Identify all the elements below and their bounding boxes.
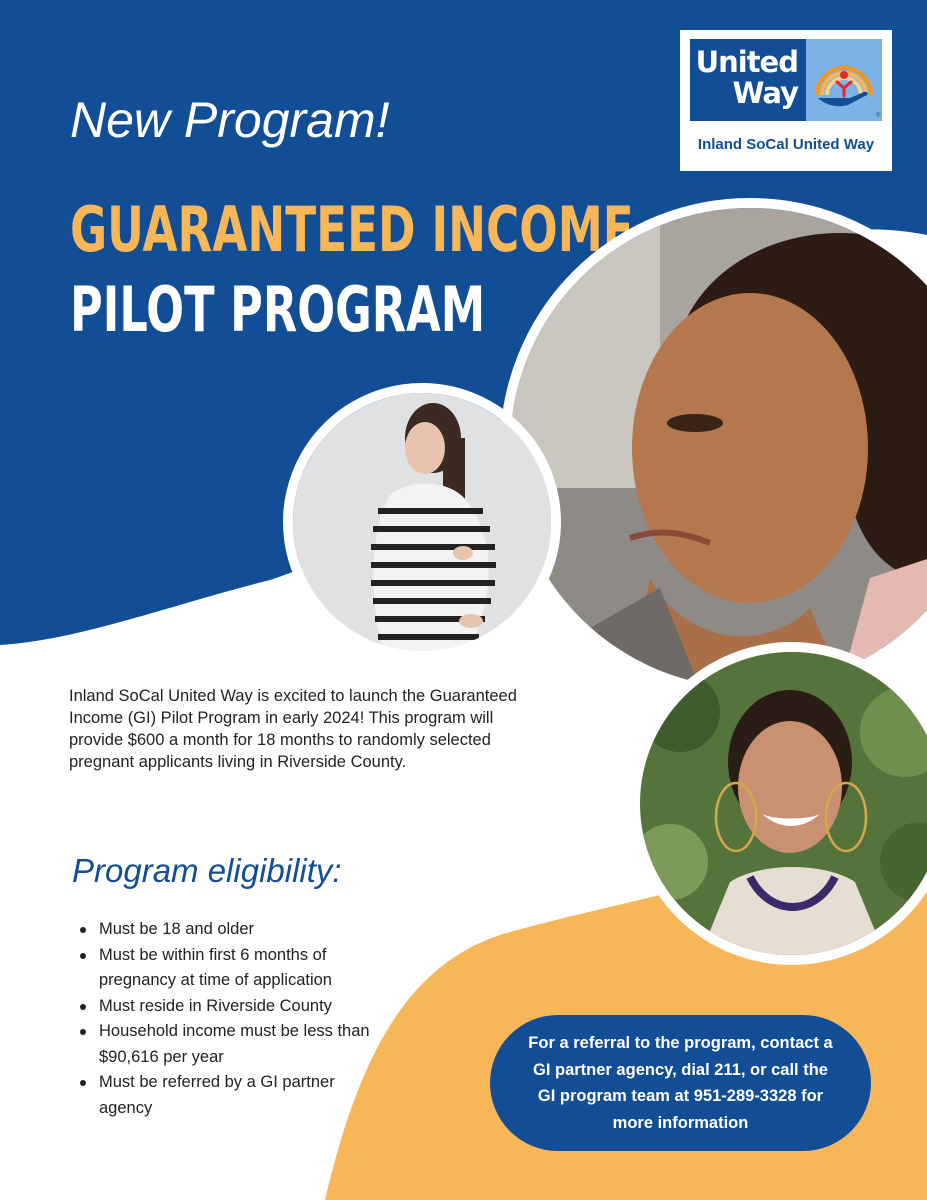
eligibility-list [80, 917, 380, 1121]
svg-text:®: ® [876, 113, 881, 119]
intro-paragraph: Inland SoCal United Way is excited to launch the Guaranteed Income (GI) Pilot Program in early 2024! This program will provide $600 a month for 18 months to randomly selected pregnant applicants living in Riverside County. [69, 687, 517, 771]
eligibility-item: Must be 18 and older [80, 917, 380, 943]
logo-name-line2: Way [732, 76, 798, 110]
title-line-2: PILOT PROGRAM [70, 273, 486, 346]
referral-text: For a referral to the program, contact a GI partner agency, dial 211, or call the GI program team at 951-289-3328 for more information [528, 1034, 833, 1132]
rainbow-hand-icon [806, 39, 882, 121]
page-headline: New Program! [70, 92, 390, 148]
eligibility-item: Household income must be less than $90,616 per year [80, 1019, 380, 1070]
eligibility-item: Must be within first 6 months of pregnancy at time of application [80, 943, 380, 994]
pregnant-woman-photo [283, 383, 561, 661]
title-line-1: GUARANTEED INCOME [70, 193, 634, 266]
referral-callout [490, 1015, 871, 1151]
logo-name-line1: United [695, 45, 798, 79]
eligibility-item: Must reside in Riverside County [80, 994, 380, 1020]
logo-wordmark [690, 39, 806, 121]
eligibility-item: Must be referred by a GI partner agency [80, 1070, 380, 1121]
eligibility-heading: Program eligibility: [72, 852, 342, 889]
logo-caption: Inland SoCal United Way [697, 136, 875, 153]
united-way-logo [680, 30, 892, 171]
